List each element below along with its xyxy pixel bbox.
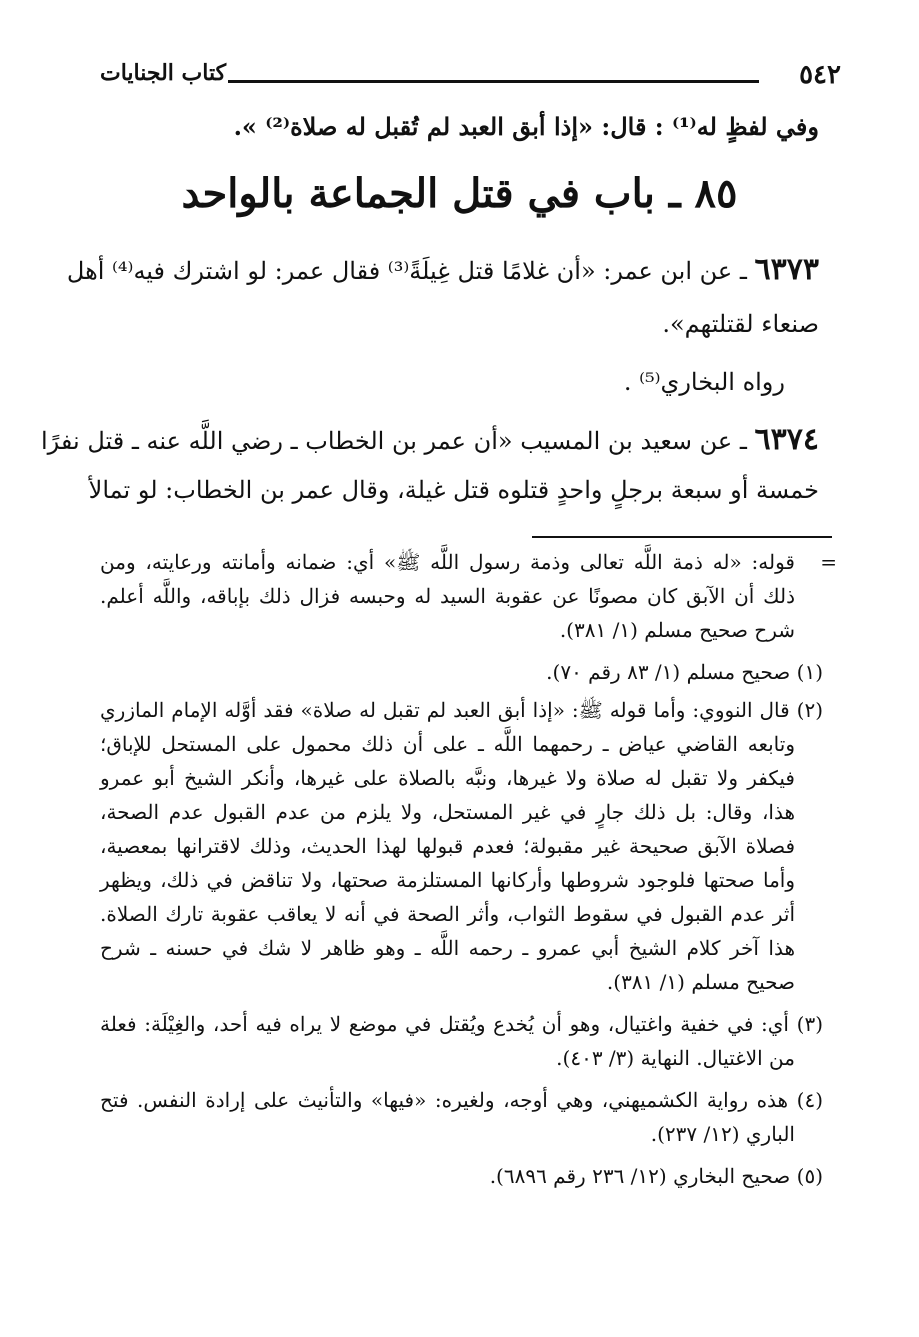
hadith-text: ـ عن ابن عمر: «أن غلامًا قتل غِيلَةً⁽³⁾ فقال عمر: لو اشترك فيه⁽⁴⁾ أهل [66, 257, 747, 285]
footnote-1: (١) صحيح مسلم (١/ ٨٣ رقم ٧٠). [546, 660, 823, 684]
footnote-2-line: صحيح مسلم (١/ ٣٨١). [606, 970, 795, 994]
footnote-3-line: من الاغتيال. النهاية (٣/ ٤٠٣). [556, 1046, 795, 1070]
footnote-2-line: وتابعه القاضي عياض ـ رحمهما اللَّه ـ على أن ذلك محمول على المستحل للإباق؛ [100, 732, 795, 756]
hadith-6373-narration: رواه البخاري⁽⁵⁾ . [623, 368, 785, 396]
footnote-2-line: (٢) قال النووي: وأما قوله ﷺ: «إذا أبق العبد لم تقبل له صلاة» فقد أوَّله الإمام المازري [100, 698, 823, 722]
book-title: كتاب الجنايات [100, 60, 227, 86]
footnote-2-line: هذا آخر كلام الشيخ أبي عمرو ـ رحمه اللَّه ـ وهو ظاهر لا شك في حسنه ـ شرح [100, 936, 795, 960]
footnote-2-line: وأما صحتها فلوجود شروطها وأركانها المستلزمة صحتها، ولا تناقض في ذلك، ويظهر [100, 868, 795, 892]
header-rule [228, 80, 759, 83]
hadith-number: ٦٣٧٤ [754, 422, 819, 457]
footnote-continuation-line: شرح صحيح مسلم (١/ ٣٨١). [559, 618, 795, 642]
page-header [100, 58, 841, 98]
footnote-continuation-line: ذلك أن الآبق كان مصونًا عن عقوبة السيد له وحبسه فزال ذلك بإباقه، واللَّه أعلم. [100, 584, 795, 608]
footnote-continuation-line: قوله: «له ذمة اللَّه تعالى وذمة رسول اللَّه ﷺ» أي: ضمانه وأمانته ورعايته، ومن [100, 550, 795, 574]
footnote-2-line: هذا، وقال: بل ذلك جارٍ في غير المستحل، ولا يلزم من عدم القبول عدم الصحة، [100, 800, 795, 824]
footnote-2-line: أثر عدم القبول في سقوط الثواب، وأثر الصحة في أنه لا يعاقب عقوبة تارك الصلاة. [100, 902, 795, 926]
hadith-number: ٦٣٧٣ [754, 252, 819, 287]
chapter-heading: ٨٥ ـ باب في قتل الجماعة بالواحد [181, 170, 738, 217]
hadith-text: ـ عن سعيد بن المسيب «أن عمر بن الخطاب ـ رضي اللَّه عنه ـ قتل نفرًا [40, 427, 747, 455]
intro-line: وفي لفظٍ له⁽¹⁾ : قال: «إذا أبق العبد لم تُقبل له صلاة⁽²⁾ ». [233, 112, 819, 141]
hadith-6374-line2: خمسة أو سبعة برجلٍ واحدٍ قتلوه قتل غيلة، وقال عمر بن الخطاب: لو تمالأ [88, 476, 819, 504]
hadith-6373-line1 [66, 252, 819, 287]
page-number: ٥٤٢ [799, 60, 841, 90]
footnote-5: (٥) صحيح البخاري (١٢/ ٢٣٦ رقم ٦٨٩٦). [489, 1164, 823, 1188]
footnote-4-line: الباري (١٢/ ٢٣٧). [650, 1122, 795, 1146]
footnote-4-line: (٤) هذه رواية الكشميهني، وهي أوجه، ولغيره: «فيها» والتأنيث على إرادة النفس. فتح [100, 1088, 823, 1112]
footnote-separator [532, 536, 832, 538]
hadith-6374-line1 [40, 422, 819, 457]
footnote-2-line: فيكفر ولا تقبل له صلاة ولا غيرها، ونبَّه بالصلاة على غيرها، وأنكر الشيخ أبو عمرو [100, 766, 795, 790]
footnote-2-line: فصلاة الآبق صحيحة غير مقبولة؛ فعدم قبولها لهذا الحديث، وذلك لاقترانها بمعصية، [100, 834, 795, 858]
footnote-3-line: (٣) أي: في خفية واغتيال، وهو أن يُخدع ويُقتل في موضع لا يراه فيه أحد، والغِيْلَة: فعلة [100, 1012, 823, 1036]
footnote-continuation-marker: = [820, 550, 837, 574]
hadith-6373-line2: صنعاء لقتلتهم». [662, 310, 819, 338]
